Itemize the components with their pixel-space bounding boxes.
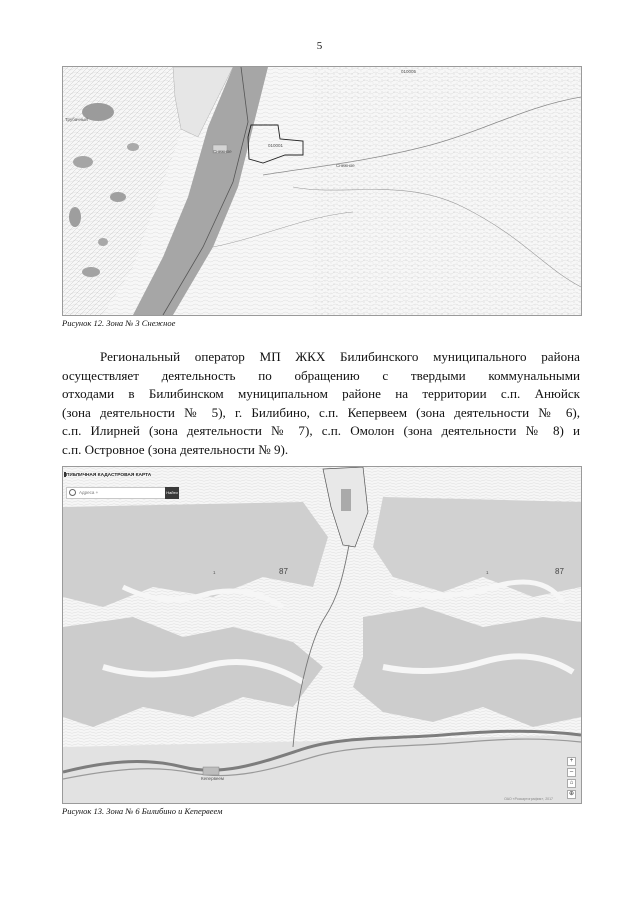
label-marker-left: 1 — [213, 570, 216, 575]
paragraph-line: осуществляет деятельность по обращению с твердыми коммунальными — [62, 367, 580, 383]
figure-13-caption: Рисунок 13. Зона № 6 Билибино и Кепервеем — [62, 806, 223, 816]
search-input[interactable] — [66, 487, 166, 499]
locate-button[interactable]: ⊕ — [568, 791, 575, 797]
zoom-in-button[interactable]: + — [567, 757, 576, 766]
label-cadastral-center: 010001 — [268, 143, 284, 148]
label-road: Снежное — [336, 163, 355, 168]
paragraph-line: отходами в Билибинском муниципальном районе на территории с.п. Анюйск — [62, 386, 580, 401]
search-button[interactable]: Найти — [165, 487, 179, 499]
paragraph-line: (зона деятельности № 5), г. Билибино, с.п. Кепервеем (зона деятельности № 6), — [62, 404, 580, 420]
search-icon — [69, 489, 76, 496]
map-bilibino-keperveem — [62, 466, 582, 804]
label-zone-87-left: 87 — [279, 567, 288, 576]
zoom-out-button[interactable]: – — [567, 768, 576, 777]
label-river-trubachny: Трубачный — [65, 117, 88, 122]
page-number: 5 — [316, 40, 323, 52]
paragraph-line: Региональный оператор МП ЖКХ Билибинского муниципального района — [100, 349, 580, 364]
map-snezhnoe-drawing — [63, 67, 581, 315]
figure-12-caption: Рисунок 12. Зона № 3 Снежное — [62, 318, 176, 328]
label-keperveem: Кепервеем — [201, 776, 225, 781]
cadastre-map-toolbar — [63, 467, 193, 501]
map-bilibino-drawing — [63, 467, 581, 803]
map-snezhnoe — [62, 66, 582, 316]
paragraph-line: с.п. Островное (зона деятельности № 9). — [62, 441, 289, 457]
search-placeholder: Адреса + — [79, 490, 99, 495]
label-cadastral-top: 010005 — [401, 69, 417, 74]
map-zoom-controls — [567, 757, 575, 801]
body-paragraph — [62, 348, 580, 459]
label-settlement-snezhnoe: Снежное — [213, 149, 232, 154]
label-zone-87-right: 87 — [555, 567, 564, 576]
label-marker-right: 1 — [486, 570, 489, 575]
home-button[interactable]: ⌂ — [567, 779, 576, 788]
map-attribution: ОАО «Роскартография», 2017 — [504, 797, 553, 801]
paragraph-line: с.п. Илирней (зона деятельности № 7), с.п. Омолон (зона деятельности № 8) и — [62, 423, 580, 438]
cadastre-map-title: ПУБЛИЧНАЯ КАДАСТРОВАЯ КАРТА — [66, 473, 152, 478]
